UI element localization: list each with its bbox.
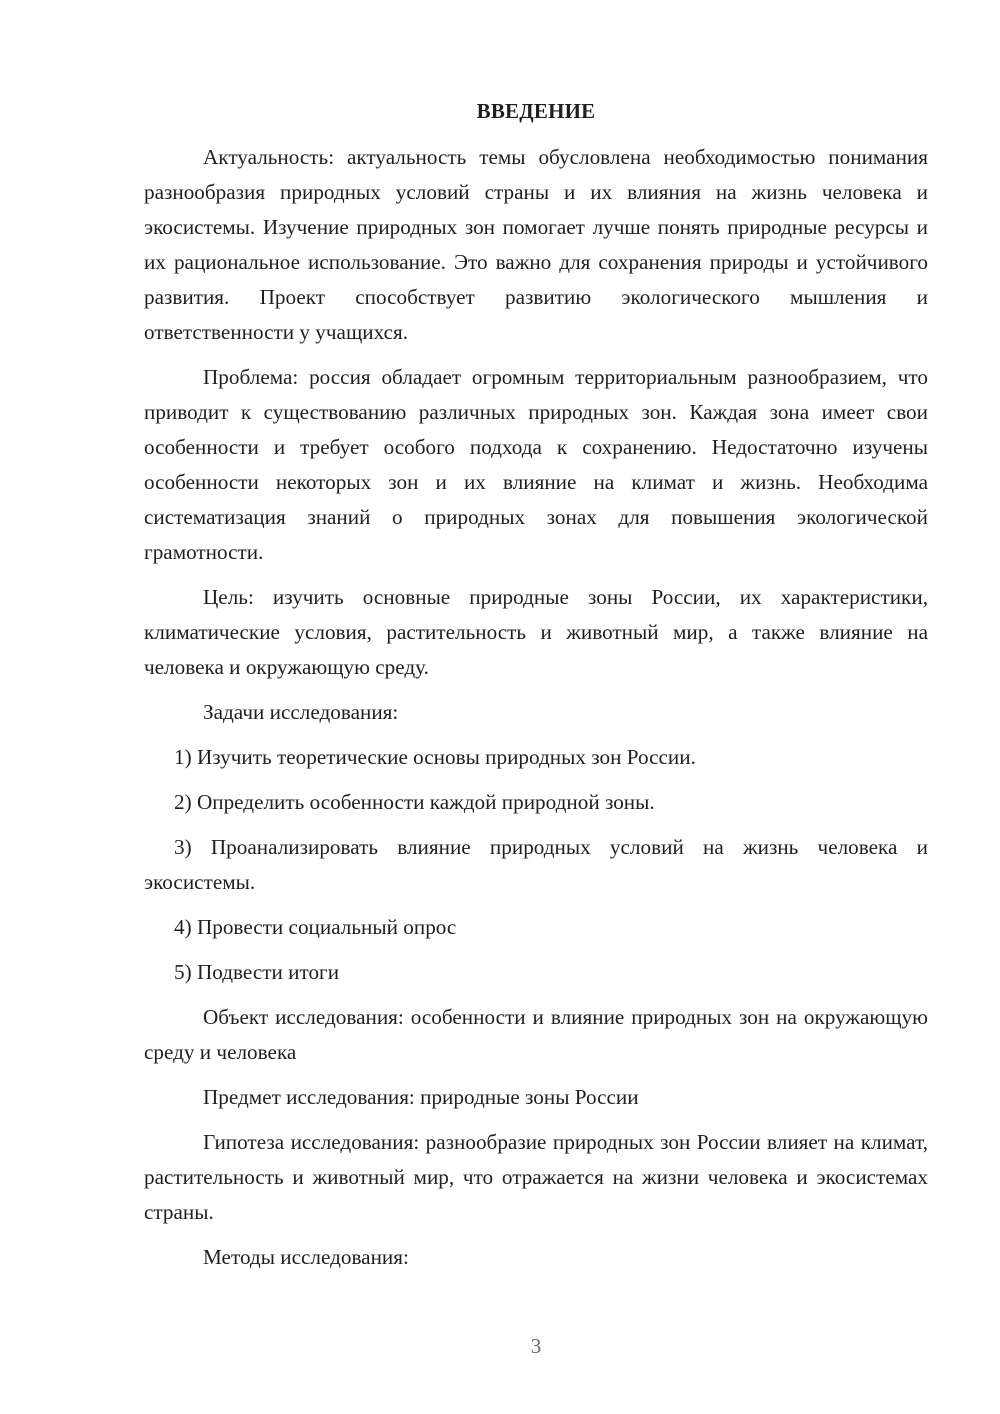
task-item-1: 1) Изучить теоретические основы природных зон России. [174, 745, 696, 769]
paragraph-relevance: Актуальность: актуальность темы обусловлена необходимостью понимания разнообразия природных условий страны и их влияния на жизнь человека и экосистемы. Изучение природных зон помогает лучше понять природные ресурсы и их рациональное использование. Это важно для сохранения природы и устойчивого развития. Проект способствует развитию экологического мышления и ответственности у учащихся. [144, 145, 928, 344]
paragraph-methods: Методы исследования: [203, 1245, 409, 1269]
task-item-3: 3) Проанализировать влияние природных условий на жизнь человека и экосистемы. [144, 835, 928, 894]
page-number: 3 [530, 1334, 542, 1358]
paragraph-tasks-heading: Задачи исследования: [203, 700, 399, 724]
task-item-5: 5) Подвести итоги [174, 960, 340, 984]
paragraph-goal: Цель: изучить основные природные зоны России, их характеристики, климатические условия, растительность и животный мир, а также влияние на человека и окружающую среду. [144, 585, 928, 679]
task-item-2: 2) Определить особенности каждой природной зоны. [174, 790, 655, 814]
document-page [144, 96, 928, 1285]
paragraph-hypothesis: Гипотеза исследования: разнообразие природных зон России влияет на климат, растительность и животный мир, что отражается на жизни человека и экосистемах страны. [144, 1130, 928, 1224]
task-item-4: 4) Провести социальный опрос [174, 915, 457, 939]
page-title: ВВЕДЕНИЕ [476, 99, 596, 123]
paragraph-subject: Предмет исследования: природные зоны России [203, 1085, 639, 1109]
paragraph-object: Объект исследования: особенности и влияние природных зон на окружающую среду и человека [144, 1005, 928, 1064]
paragraph-problem: Проблема: россия обладает огромным территориальным разнообразием, что приводит к существованию различных природных зон. Каждая зона имеет свои особенности и требует особого подхода к сохранению. Недостаточно изучены особенности некоторых зон и их влияние на климат и жизнь. Необходима систематизация знаний о природных зонах для повышения экологической грамотности. [144, 365, 928, 564]
